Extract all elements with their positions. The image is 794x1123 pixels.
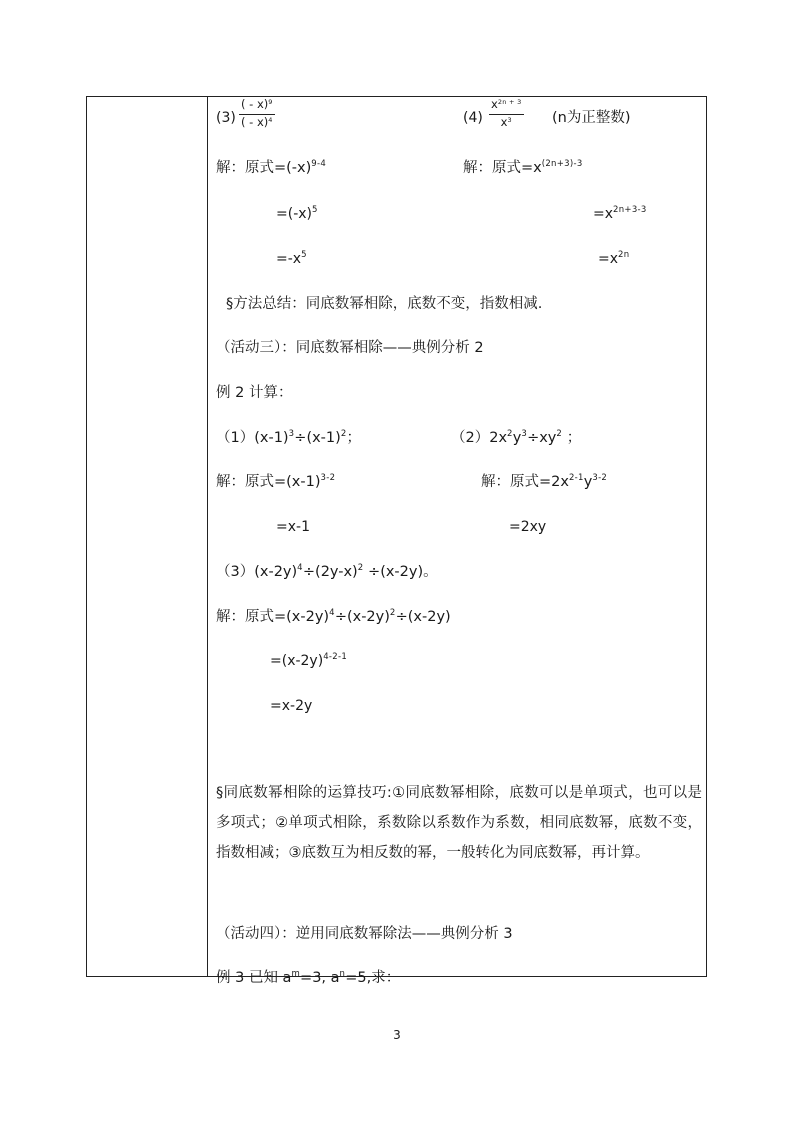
solution-3-line-2: $=(-x)^5$ — [276, 205, 318, 222]
example-2-problem-3: $(3)(x-2y)^4\div(2y-x)^2 \div(x-2y)$。 — [216, 563, 438, 580]
fraction-numerator: ( - x)$^9$ — [241, 97, 273, 111]
example-2-solution-2: 解：原式$=2x^{2-1}y^{3-2}$ — [481, 473, 608, 490]
page-number: 3 — [393, 1028, 401, 1042]
activity-4-title: （活动四）：逆用同底数幂除法——典例分析 3 — [216, 926, 513, 942]
technique-paragraph: §同底数幂相除的运算技巧:①同底数幂相除，底数可以是单项式，也可以是多项式；②单项式相除，系数除以系数作为系数，相同底数幂，底数不变，指数相减；③底数互为相反数的幂，一般转化为同底数幂，再计算。 — [216, 785, 702, 861]
solution-4-line-1: 解：原式$=x^{(2n+3)-3}$ — [463, 159, 583, 176]
fraction-denominator: $x^3$ — [500, 115, 512, 129]
example-2-solution-2-line-2: =2xy — [509, 519, 547, 535]
table-column-divider — [207, 97, 208, 976]
example-2-problem-1: $(1)(x-1)^3\div(x-1)^2$； — [216, 429, 362, 446]
activity-3-title: （活动三）：同底数幂相除——典例分析 2 — [216, 340, 484, 356]
example-3-statement: 例 3 已知 $a^m=3$, $a^n=5$,求： — [216, 969, 401, 986]
problem-4-label: (4) — [463, 110, 483, 126]
fraction-numerator: $x^{2n + 3}$ — [491, 97, 522, 111]
example-2-solution-3-line-2: $=(x-2y)^{4-2-1}$ — [270, 652, 348, 669]
solution-4-line-2: $=x^{2n+3-3}$ — [593, 205, 647, 222]
solution-3-line-1: 解：原式$=(-x)^{9-4}$ — [216, 159, 327, 176]
method-summary: §方法总结：同底数幂相除，底数不变，指数相减. — [226, 296, 543, 312]
problem-4-fraction — [489, 98, 524, 131]
example-2-solution-1-line-2: =x-1 — [276, 519, 310, 535]
problem-4-note: (n为正整数) — [552, 110, 631, 126]
solution-4-line-3: $=x^{2n}$ — [598, 250, 630, 267]
example-2-solution-3-line-3: =x-2y — [270, 698, 313, 714]
example-2-solution-1: 解：原式$=(x-1)^{3-2}$ — [216, 473, 336, 490]
example-2-solution-3: 解：原式$=(x-2y)^4\div(x-2y)^2\div(x-2y)$ — [216, 608, 451, 625]
problem-3-label: (3) — [216, 110, 236, 126]
problem-3-fraction — [239, 98, 275, 131]
solution-3-line-3: $=-x^5$ — [276, 250, 307, 267]
example-2-problem-2: $(2)2x^2y^3\div xy^2$ ； — [451, 429, 582, 446]
example-2-intro: 例 2 计算： — [216, 385, 293, 401]
fraction-denominator: ( - x)$^4$ — [241, 115, 273, 129]
